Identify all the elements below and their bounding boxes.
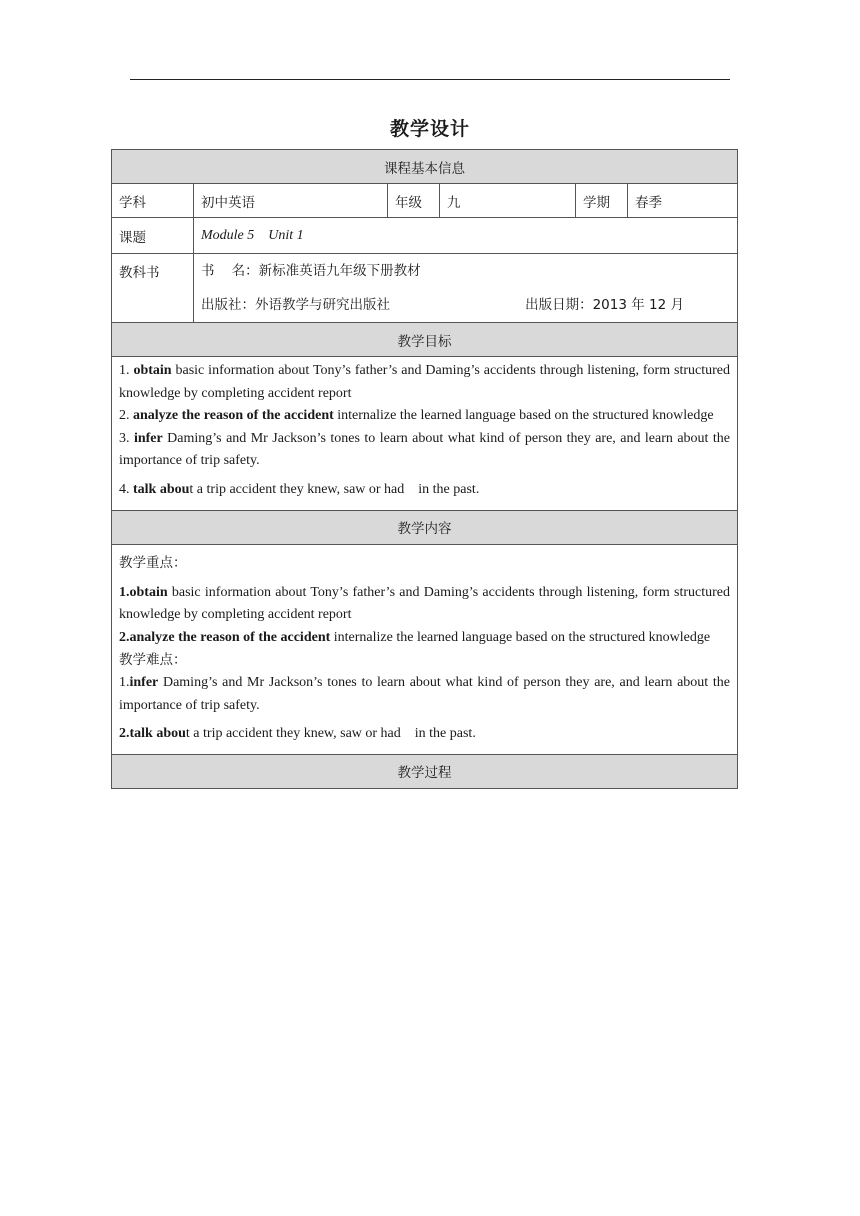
publisher: 出版社：外语教学与研究出版社 xyxy=(201,297,390,313)
textbook-label: 教科书 xyxy=(112,254,194,323)
textbook-name: 书 名：新标准英语九年级下册教材 xyxy=(201,263,421,279)
publish-date: 出版日期：2013 年 12 月 xyxy=(525,297,684,313)
header-rule xyxy=(130,79,730,80)
term-value: 春季 xyxy=(628,184,738,218)
section-header-content: 教学内容 xyxy=(112,510,738,544)
goals-cell xyxy=(112,357,738,511)
topic-value xyxy=(194,218,738,254)
textbook-info xyxy=(194,254,738,323)
topic-text: Module 5 Unit 1 xyxy=(201,227,304,243)
topic-label: 课题 xyxy=(112,218,194,254)
goal-item: 2. analyze the reason of the accident internalize the learned language based on the structured knowledge xyxy=(119,408,714,424)
section-header-basic-info: 课程基本信息 xyxy=(112,150,738,184)
subject-label: 学科 xyxy=(112,184,194,218)
key-point-item: 2.analyze the reason of the accident internalize the learned language based on the structured knowledge xyxy=(119,629,711,645)
textbook-publish-row xyxy=(201,288,730,322)
subject-value: 初中英语 xyxy=(194,184,388,218)
term-label: 学期 xyxy=(576,184,628,218)
key-points-label: 教学重点： xyxy=(119,554,187,571)
goal-item: 3. infer Daming’s and Mr Jackson’s tones to learn about what kind of person they are, and learn about the importance of trip safety. xyxy=(119,430,730,469)
lesson-plan-table xyxy=(111,149,738,789)
difficult-point-item: 1.infer Daming’s and Mr Jackson’s tones to learn about what kind of person they are, and learn about the importance of trip safety. xyxy=(119,674,730,713)
key-point-item: 1.obtain basic information about Tony’s father’s and Daming’s accidents through listening, form structured knowledge by completing accident report xyxy=(119,584,730,623)
grade-value: 九 xyxy=(440,184,576,218)
document-title: 教学设计 xyxy=(389,118,470,140)
content-cell xyxy=(112,544,738,754)
goal-item: 1. obtain basic information about Tony’s father’s and Daming’s accidents through listening, form structured knowledge by completing accident report xyxy=(119,363,731,401)
section-header-goals: 教学目标 xyxy=(112,323,738,357)
section-header-process: 教学过程 xyxy=(112,754,738,788)
difficult-point-item: 2.talk about a trip accident they knew, saw or had in the past. xyxy=(119,726,476,742)
difficult-points-label: 教学难点： xyxy=(119,652,187,669)
grade-label: 年级 xyxy=(388,184,440,218)
goal-item: 4. talk about a trip accident they knew, saw or had in the past. xyxy=(119,481,480,497)
